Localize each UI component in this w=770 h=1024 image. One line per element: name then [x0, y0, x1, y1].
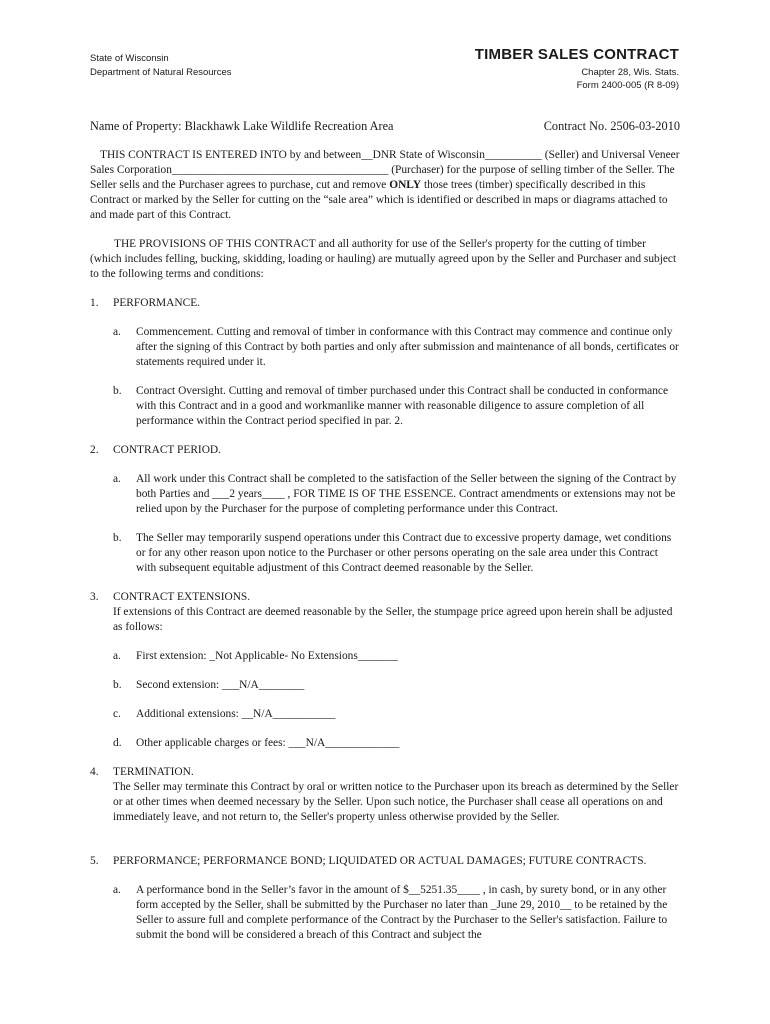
clause-3d [90, 736, 680, 751]
section-performance-bond [90, 854, 680, 869]
section-performance [90, 296, 680, 311]
clause-letter: c. [113, 708, 121, 720]
clause-2a [90, 472, 680, 517]
section-contract-period [90, 443, 680, 458]
intro-emphasis: ONLY [389, 179, 422, 191]
section-title: TERMINATION. [113, 766, 194, 778]
section-number: 2. [90, 444, 99, 456]
agency-block [90, 52, 232, 80]
provisions-paragraph: THE PROVISIONS OF THIS CONTRACT and all authority for use of the Seller's property for the cutting of timber (which includes felling, bucking, skidding, loading or hauling) are mutually agreed upon by the Seller and Purchaser and subject to the following terms and conditions: [90, 238, 677, 280]
chapter-reference: Chapter 28, Wis. Stats. [581, 67, 679, 78]
clause-letter: b. [113, 532, 122, 544]
section-number: 1. [90, 297, 99, 309]
clause-text: First extension: _Not Applicable- No Extensions_______ [136, 650, 398, 662]
clause-text: Contract Oversight. Cutting and removal of timber purchased under this Contract shall be conducted in conformance with this Contract and in a good and workmanlike manner with reasonable diligence to assure completion of all performance within the Contract period specified in par. 2. [136, 385, 669, 427]
section-text: If extensions of this Contract are deemed reasonable by the Seller, the stumpage price agreed upon herein shall be adjusted as follows: [113, 606, 673, 633]
clause-letter: a. [113, 473, 121, 485]
clause-text: Commencement. Cutting and removal of timber in conformance with this Contract may commence and continue only after the signing of this Contract by both parties and only after submission and maintenance of all bonds, certificates or statements required under it. [136, 326, 679, 368]
section-number: 4. [90, 766, 99, 778]
clause-5a [90, 883, 680, 943]
document-title: TIMBER SALES CONTRACT [474, 46, 679, 63]
form-id-block [475, 46, 679, 92]
section-contract-extensions [90, 590, 680, 635]
clause-text: A performance bond in the Seller’s favor in the amount of $__5251.35____ , in cash, by surety bond, or in any other form accepted by the Seller, shall be submitted by the Purchaser no later than _June 29, 2010__ to be retained by the Seller to assure full and complete performance of the Contract by the Purchaser to the Seller's satisfaction. Failure to submit the bond will be considered a breach of this Contract and subject the [136, 884, 668, 941]
clause-letter: b. [113, 679, 122, 691]
clause-text: Second extension: ___N/A________ [136, 679, 305, 691]
clause-text: Additional extensions: __N/A___________ [136, 708, 336, 720]
section-title: CONTRACT EXTENSIONS. [113, 591, 251, 603]
clause-1b [90, 384, 680, 429]
clause-text: Other applicable charges or fees: ___N/A_____________ [136, 737, 400, 749]
section-title: CONTRACT PERIOD. [113, 444, 222, 456]
clause-3c [90, 707, 680, 722]
contract-body [90, 148, 680, 943]
department-name: Department of Natural Resources [90, 67, 232, 78]
intro-text: THIS CONTRACT IS ENTERED INTO by and between__DNR State of Wisconsin__________ (Seller) and Universal Veneer Sales Corporation______________________________________ (Purchaser) for the purpose of selling timber of the Seller. The Seller sells and the Purchaser agrees to purchase, cut and remove [90, 149, 680, 191]
intro-text-end: those trees (timber) specifically described in this Contract or marked by the Seller for cutting on the “sale area” which is identified or described in maps or diagrams attached to and made part of this Contract. [90, 179, 668, 221]
property-name: Name of Property: Blackhawk Lake Wildlife Recreation Area [90, 119, 394, 133]
section-termination [90, 765, 680, 825]
section-number: 3. [90, 591, 99, 603]
section-title: PERFORMANCE. [113, 297, 201, 309]
section-title: PERFORMANCE; PERFORMANCE BOND; LIQUIDATED OR ACTUAL DAMAGES; FUTURE CONTRACTS. [113, 855, 647, 867]
clause-3b [90, 678, 680, 693]
clause-text: The Seller may temporarily suspend operations under this Contract due to excessive property damage, wet conditions or for any other reason upon notice to the Purchaser or other persons operating on the sale area under this Contract with subsequent equitable adjustment of this Contract deemed reasonable by the Seller. [136, 532, 672, 574]
section-number: 5. [90, 855, 99, 867]
clause-2b [90, 531, 680, 576]
clause-letter: a. [113, 650, 121, 662]
clause-text: All work under this Contract shall be completed to the satisfaction of the Seller between the signing of the Contract by both Parties and ___2 years____ , FOR TIME IS OF THE ESSENCE. Contract amendments or extensions may not be relied upon by the Purchaser for the purpose of completing performance under this Contract. [136, 473, 677, 515]
form-number: Form 2400-005 (R 8-09) [576, 80, 679, 91]
state-name: State of Wisconsin [90, 53, 169, 64]
clause-letter: a. [113, 326, 121, 338]
property-line [90, 119, 680, 134]
clause-1a [90, 325, 680, 370]
contract-number: Contract No. 2506-03-2010 [543, 119, 680, 133]
clause-letter: a. [113, 884, 121, 896]
clause-letter: d. [113, 737, 122, 749]
intro-paragraph [90, 148, 680, 223]
clause-3a [90, 649, 680, 664]
clause-letter: b. [113, 385, 122, 397]
section-text: The Seller may terminate this Contract by oral or written notice to the Purchaser upon its breach as determined by the Seller or at other times when deemed necessary by the Seller. Upon such notice, the Purchaser shall cease all operations on and immediately leave, and not return to, the Seller's property unless otherwise provided by the Seller. [113, 781, 679, 823]
